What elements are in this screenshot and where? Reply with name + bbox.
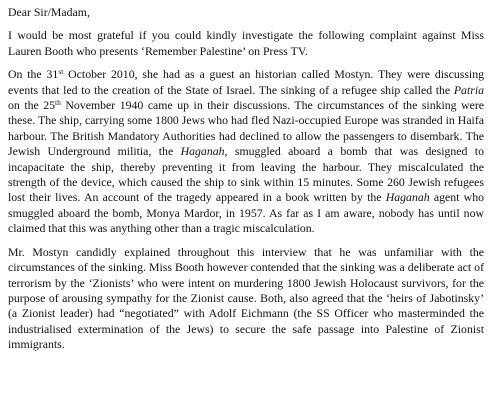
letter-page	[8, 5, 484, 361]
paragraph-1	[8, 28, 484, 59]
p2-segment-e: November 1940 came up in their discussions. The circumstances of the sinking were these. The ship, carrying some 1800 Jews who had fled Nazi-occupied Europe was stranded in Haifa harbour. The British Mandatory Authorities had declined to allow the passengers to disembark. The Jewish Underground militia, the	[8, 98, 484, 159]
paragraph-2	[8, 67, 484, 236]
salutation	[8, 5, 484, 20]
paragraph-3-text: Mr. Mostyn candidly explained throughout this interview that he was unfamiliar with the circumstances of the sinking. Miss Booth however contended that the sinking was a deliberate act of terrorism by the ‘Zionists’ who were intent on murdering 1800 Jewish Holocaust survivors, for the purpose of arousing sympathy for the Zionist cause. Both, also agreed that the ‘heirs of Jabotinsky’ (a Zionist leader) had “negotiated” with Adolf Eichmann (the SS Officer who masterminded the industrialised extermination of the Jews) to secure the safe passage into Palestine of Zionist immigrants.	[8, 244, 484, 352]
p2-ordinal-st: st	[58, 67, 64, 77]
p2-ordinal-th: th	[55, 98, 61, 108]
p2-militia-name-2: Haganah	[385, 190, 430, 205]
p2-segment-g: , smuggled aboard a bomb that was designed to incapacitate the ship, thereby preventing it from leaving the harbour. They miscalculated the strength of the device, which caused the ship to sink within 15 minutes. Some 260 Jewish refugees lost their lives. An account of the tragedy appeared in a book written by the	[8, 144, 484, 205]
salutation-text: Dear Sir/Madam,	[8, 5, 90, 19]
paragraph-3	[8, 245, 484, 353]
paragraph-1-text: I would be most grateful if you could kindly investigate the following complaint against Miss Lauren Booth who presents ‘Remember Palestine’ on Press TV.	[8, 28, 484, 58]
p2-segment-i: agent who smuggled aboard the bomb, Monya Mardor, in 1957. As far as I am aware, nobody has until now claimed that this was anything other than a tragic miscalculation.	[8, 190, 484, 236]
p2-segment-d: on the 25	[8, 98, 56, 113]
p2-segment-a: On the 31	[8, 67, 59, 82]
p2-militia-name-1: Haganah	[180, 144, 225, 159]
p2-ship-name: Patria	[453, 82, 484, 97]
p2-segment-b: October 2010, she had as a guest an historian called Mostyn. They were discussing events that led to the creation of the State of Israel. The sinking of a refugee ship called the	[8, 67, 485, 97]
